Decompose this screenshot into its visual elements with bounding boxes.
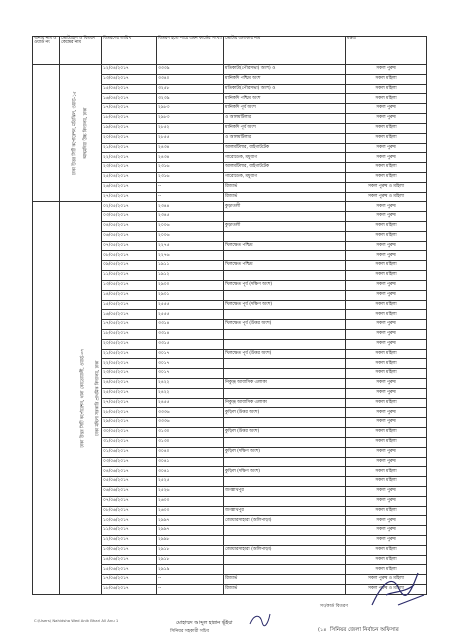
area-cell: ও আলমটিলার	[224, 133, 346, 143]
area-cell: খিলক্ষেত পশ্চিম	[224, 241, 346, 251]
area-cell: গারোডেক, মধুবাগ	[224, 153, 346, 163]
file-path: C:\Users\ Nahidsha Wed Anik Bhari All Anu 1	[34, 618, 119, 623]
note-cell: সকল পুরুষ ও মহিলা	[346, 192, 427, 202]
area-cell: জোয়ারসাহারা (অলিপাড়া)	[224, 545, 346, 555]
count-cell: ৩০১৭	[157, 369, 224, 379]
count-cell: ২৪৩৪	[157, 153, 224, 163]
header-note: মন্তব্য	[346, 37, 427, 65]
date-cell: ১৮/০৫/২০১৭	[102, 329, 157, 339]
area-cell: রিজার্ভ	[224, 182, 346, 192]
header-center: ভোটগ্রহণ ও বিতরণ কেন্দ্রের নাম	[60, 37, 102, 65]
area-cell	[224, 310, 346, 320]
note-cell: সকল পুরুষ	[346, 457, 427, 467]
count-cell: ৩৩৩৬	[157, 408, 224, 418]
note-cell: সকল মহিলা	[346, 261, 427, 271]
note-cell: সকল মহিলা	[346, 271, 427, 281]
area-cell: রিজার্ভ	[224, 192, 346, 202]
area-cell	[224, 418, 346, 428]
date-cell: ২৪/০৫/২০১৭	[102, 379, 157, 389]
note-cell: সকল পুরুষ	[346, 251, 427, 261]
date-cell: ০৭/০৫/২০১৭	[102, 241, 157, 251]
count-cell: ৩২৫৮	[157, 84, 224, 94]
date-cell: ১৪/০৫/২০১৭	[102, 290, 157, 300]
date-cell: ২৭/০৫/২০১৭	[102, 398, 157, 408]
date-cell: ২৩/০৫/২০১৭	[102, 369, 157, 379]
area-cell	[224, 251, 346, 261]
date-cell: ০৪/০৫/২০১৭	[102, 222, 157, 232]
count-cell: ৩৩৩৯	[157, 65, 224, 75]
note-cell: সকল পুরুষ	[346, 114, 427, 124]
note-cell: সকল মহিলা	[346, 506, 427, 516]
note-cell: সকল পুরুষ ও মহিলা	[346, 585, 427, 595]
date-cell: ৩১/০৫/২০১৭	[102, 437, 157, 447]
count-cell: ৩৩৪০	[157, 74, 224, 84]
area-cell: জগন্নাথপুর	[224, 506, 346, 516]
station-cell	[33, 65, 78, 202]
count-cell: ৩০৪১	[157, 467, 224, 477]
count-cell: ১৯১১	[157, 261, 224, 271]
senior-officer-title: সিনিয়র জেলা নির্বাচন অফিসার	[330, 627, 399, 633]
note-cell: সকল মহিলা	[346, 163, 427, 173]
date-cell: ১৭/০৬/২০১৭	[102, 575, 157, 585]
note-cell: সকল পুরুষ	[346, 526, 427, 536]
area-cell: খিলক্ষেত পূর্ব (উত্তর অংশ)	[224, 349, 346, 359]
count-cell: ৩৩১৪	[157, 320, 224, 330]
table-row	[33, 65, 427, 75]
header-count: বিতরণ হতে পারে এমন কার্ডের সংখ্যা	[157, 37, 224, 65]
note-cell: সকল পুরুষ	[346, 65, 427, 75]
note-cell: সকল মহিলা	[346, 467, 427, 477]
count-cell: ২৯১৯	[157, 565, 224, 575]
center-label: আহমদিয়া উচ্চ বিদ্যালয়, ঢাকা	[83, 107, 89, 159]
count-cell: ২৪২২	[157, 388, 224, 398]
note-cell: সকল মহিলা	[346, 74, 427, 84]
date-cell: ১৬/০৪/২০১৭	[102, 94, 157, 104]
count-cell: ২৯১৮	[157, 545, 224, 555]
date-cell: ০৬/০৬/২০১৭	[102, 486, 157, 496]
area-cell: কুড়াতলী	[224, 222, 346, 232]
note-cell: সকল পুরুষ	[346, 447, 427, 457]
date-cell: ২১/০৫/২০১৭	[102, 349, 157, 359]
area-cell: খিলক্ষেত পূর্ব (দক্ষিণ অংশ)	[224, 280, 346, 290]
count-cell: --	[157, 182, 224, 192]
note-cell: সকল পুরুষ	[346, 329, 427, 339]
date-cell: ০৭/০৬/২০১৭	[102, 496, 157, 506]
note-cell: সকল মহিলা	[346, 477, 427, 487]
date-cell: ২৫/০৫/২০১৭	[102, 388, 157, 398]
count-cell: ২৪২২	[157, 379, 224, 389]
date-cell: ১৩/০৪/২০১৭	[102, 74, 157, 84]
note-cell: সকল পুরুষ	[346, 339, 427, 349]
date-cell: ০৮/০৫/২০১৭	[102, 251, 157, 261]
area-cell: মানিকদি পশ্চিম অংশ	[224, 94, 346, 104]
count-cell: ২২৭৬	[157, 251, 224, 261]
note-cell: সকল পুরুষ	[346, 486, 427, 496]
station-label: ঢাকা উত্তর সিটি কর্পোরেশন, থানা কোতোয়ালী, ওয়ার্ড-৩৭	[80, 348, 86, 448]
note-cell: সকল পুরুষ	[346, 290, 427, 300]
area-cell	[224, 565, 346, 575]
date-cell: ০৩/০৬/২০১৭	[102, 457, 157, 467]
date-cell: ২১/০৪/২০১৭	[102, 143, 157, 153]
count-cell: ৩০১৭	[157, 349, 224, 359]
date-cell: ১০/০৬/২০১৭	[102, 516, 157, 526]
area-cell: কুড়িল (দক্ষিণ অংশ)	[224, 467, 346, 477]
header-date: বিতরণের তারিখ	[102, 37, 157, 65]
area-cell: কুড়িল (দক্ষিণ অংশ)	[224, 447, 346, 457]
area-cell	[224, 359, 346, 369]
count-cell: ৩১৩০	[157, 437, 224, 447]
date-cell: ১৩/০৫/২০১৭	[102, 280, 157, 290]
area-cell: কুড়াতলী	[224, 202, 346, 212]
center-cell	[60, 65, 102, 202]
area-cell: খিলক্ষেত পূর্ব (দক্ষিণ অংশ)	[224, 300, 346, 310]
area-cell: রিজার্ভ	[224, 575, 346, 585]
date-cell: ২২/০৪/২০১৭	[102, 153, 157, 163]
note-cell: সকল মহিলা	[346, 94, 427, 104]
date-cell: ২২/০৫/২০১৭	[102, 359, 157, 369]
note-cell: সকল পুরুষ	[346, 153, 427, 163]
date-cell: ১৮/০৬/২০১৭	[102, 585, 157, 595]
distribution-schedule	[32, 36, 426, 595]
date-cell: ১৪/০৬/২০১৭	[102, 555, 157, 565]
count-cell: ৩০১৭	[157, 359, 224, 369]
date-cell: ০৬/০৫/২০১৭	[102, 231, 157, 241]
count-cell: ১৯১২	[157, 271, 224, 281]
count-cell: ২৩১৬	[157, 172, 224, 182]
count-cell: ৩৩৩৬	[157, 418, 224, 428]
count-cell: ২৮৫৫	[157, 133, 224, 143]
note-cell: সকল মহিলা	[346, 428, 427, 438]
date-cell: ০৯/০৫/২০১৭	[102, 261, 157, 271]
area-cell	[224, 536, 346, 546]
date-cell: ২৭/০৪/২০১৭	[102, 192, 157, 202]
date-cell: ৩০/০৫/২০১৭	[102, 428, 157, 438]
note-cell: সকল মহিলা	[346, 359, 427, 369]
note-cell: সকল পুরুষ	[346, 202, 427, 212]
area-cell	[224, 457, 346, 467]
date-cell: ২৫/০৪/২০১৭	[102, 172, 157, 182]
note-cell: সকল মহিলা	[346, 349, 427, 359]
area-cell: কুড়িল (উত্তর অংশ)	[224, 408, 346, 418]
date-cell: ২৯/০৫/২০১৭	[102, 418, 157, 428]
note-cell: সকল মহিলা	[346, 437, 427, 447]
count-cell: ২০০৬	[157, 231, 224, 241]
note-cell: সকল পুরুষ	[346, 280, 427, 290]
officer-name: মোহাম্মদ আব্দুল হান্নান ভূঁইয়া	[176, 620, 233, 626]
count-cell: ২৯০০	[157, 280, 224, 290]
area-cell: কুড়িল (উত্তর অংশ)	[224, 428, 346, 438]
date-cell: ১২/০৪/২০১৭	[102, 65, 157, 75]
note-cell: সকল মহিলা	[346, 133, 427, 143]
note-cell: সকল মহিলা	[346, 398, 427, 408]
stamp-text: সং/কার্ড বিতরণ	[320, 604, 348, 609]
count-cell: ২৫৫৫	[157, 310, 224, 320]
date-cell: ১৩/০৬/২০১৭	[102, 545, 157, 555]
table-row	[33, 202, 427, 212]
note-cell: সকল পুরুষ ও মহিলা	[346, 575, 427, 585]
note-cell: সকল মহিলা	[346, 123, 427, 133]
count-cell: ২৯৯৭	[157, 516, 224, 526]
note-cell: সকল পুরুষ	[346, 496, 427, 506]
date-cell: ০৮/০৬/২০১৭	[102, 506, 157, 516]
date-cell: ১৫/০৬/২০১৭	[102, 565, 157, 575]
count-cell: ২৩৪৪	[157, 202, 224, 212]
header-area: ভোটার এলাকার নাম	[224, 37, 346, 65]
date-cell: ১১/০৫/২০১৭	[102, 271, 157, 281]
count-cell: ২২৭৫	[157, 241, 224, 251]
date-cell: ১২/০৬/২০১৭	[102, 536, 157, 546]
header-station: থানার নাম ও ওয়ার্ড নং	[33, 37, 60, 65]
count-cell: --	[157, 192, 224, 202]
count-cell: ২৯৮৩	[157, 104, 224, 114]
note-cell: সকল মহিলা	[346, 310, 427, 320]
count-cell: ৩৩১৫	[157, 339, 224, 349]
area-cell: আলমটিলার, বাইগাটটেক	[224, 143, 346, 153]
count-cell: ৩০৪১	[157, 457, 224, 467]
note-cell: সকল পুরুষ	[346, 418, 427, 428]
count-cell: ২০০৬	[157, 222, 224, 232]
count-cell: ২৪৩৪	[157, 143, 224, 153]
count-cell: --	[157, 585, 224, 595]
area-cell: আলমটিলার, বাইগাটটেক	[224, 163, 346, 173]
count-cell: ২৩১৬	[157, 163, 224, 173]
area-cell	[224, 477, 346, 487]
date-cell: ০২/০৫/২০১৭	[102, 202, 157, 212]
date-cell: ১৫/০৪/২০১৭	[102, 84, 157, 94]
area-cell: খিলক্ষেত পূর্ব (উত্তর অংশ)	[224, 320, 346, 330]
date-cell: ১৭/০৪/২০১৭	[102, 104, 157, 114]
date-cell: ১৮/০৪/২০১৭	[102, 114, 157, 124]
date-cell: ০৩/০৫/২০১৭	[102, 212, 157, 222]
area-cell: নিকুঞ্জ আবাসিক এলাকা	[224, 398, 346, 408]
area-cell: মতিকাটা(পৌরসভা) অংশ) ও	[224, 84, 346, 94]
area-cell	[224, 339, 346, 349]
count-cell: ২৮৫২	[157, 123, 224, 133]
area-cell: মানিকদি পূর্ব অংশ	[224, 123, 346, 133]
area-cell	[224, 329, 346, 339]
header-row	[33, 37, 427, 65]
page-number: (১৪	[318, 627, 327, 633]
area-cell: ও আলমটিলার	[224, 114, 346, 124]
note-cell: সকল মহিলা	[346, 84, 427, 94]
note-cell: সকল পুরুষ	[346, 388, 427, 398]
schedule-body	[33, 65, 427, 595]
area-cell: জোয়ারসাহারা (অলিপাড়া)	[224, 516, 346, 526]
area-cell	[224, 212, 346, 222]
date-cell: ২৬/০৪/২০১৭	[102, 182, 157, 192]
area-cell	[224, 369, 346, 379]
note-cell: সকল পুরুষ	[346, 104, 427, 114]
note-cell: সকল পুরুষ	[346, 516, 427, 526]
note-cell: সকল পুরুষ	[346, 320, 427, 330]
area-cell: খিলক্ষেত পশ্চিম	[224, 261, 346, 271]
date-cell: ০৪/০৬/২০১৭	[102, 467, 157, 477]
note-cell: সকল পুরুষ	[346, 143, 427, 153]
count-cell: ২৬০০	[157, 506, 224, 516]
date-cell: ২৩/০৪/২০১৭	[102, 163, 157, 173]
count-cell: ৩৩১৪	[157, 329, 224, 339]
area-cell	[224, 290, 346, 300]
date-cell: ১৭/০৫/২০১৭	[102, 320, 157, 330]
count-cell: ২৫২৫	[157, 477, 224, 487]
date-cell: ১৬/০৫/২০১৭	[102, 310, 157, 320]
area-cell	[224, 496, 346, 506]
area-cell	[224, 271, 346, 281]
note-cell: সকল পুরুষ ও মহিলা	[346, 182, 427, 192]
area-cell: মানিকদি পূর্ব অংশ	[224, 104, 346, 114]
count-cell: ২৯০১	[157, 290, 224, 300]
count-cell: ২৯১৮	[157, 555, 224, 565]
area-cell: মতিকাটা(পৌরসভা) অংশ) ও	[224, 65, 346, 75]
area-cell	[224, 437, 346, 447]
area-cell	[224, 526, 346, 536]
station-label: ঢাকা উত্তর সিটি কর্পোরেশন, মতিঝিল, ওয়ার্ড-১৫	[72, 91, 78, 176]
note-cell: সকল মহিলা	[346, 555, 427, 565]
count-cell: --	[157, 575, 224, 585]
note-cell: সকল মহিলা	[346, 545, 427, 555]
count-cell: ২৯৮৩	[157, 114, 224, 124]
date-cell: ০৫/০৬/২০১৭	[102, 477, 157, 487]
initial-mark	[248, 610, 272, 628]
area-cell: নিকুঞ্জ আবাসিক এলাকা	[224, 379, 346, 389]
count-cell: ২৯৯৭	[157, 526, 224, 536]
date-cell: ২০/০৪/২০১৭	[102, 133, 157, 143]
count-cell: ২৯৯৮	[157, 536, 224, 546]
center-label: ঢাকা মহিলা সরকারি প্রাথমিক বিদ্যালয়, ঢাকা	[95, 360, 101, 436]
area-cell	[224, 555, 346, 565]
note-cell: সকল মহিলা	[346, 231, 427, 241]
note-cell: সকল মহিলা	[346, 300, 427, 310]
area-cell: জগন্নাথপুর	[224, 486, 346, 496]
note-cell: সকল পুরুষ	[346, 241, 427, 251]
area-cell: মানিকদি পশ্চিম অংশ	[224, 74, 346, 84]
area-cell: রিজার্ভ	[224, 585, 346, 595]
note-cell: সকল পুরুষ	[346, 536, 427, 546]
count-cell: ২৫২৬	[157, 486, 224, 496]
schedule-table	[32, 36, 427, 595]
note-cell: সকল পুরুষ	[346, 379, 427, 389]
note-cell: সকল মহিলা	[346, 369, 427, 379]
date-cell: ১৫/০৫/২০১৭	[102, 300, 157, 310]
note-cell: সকল পুরুষ	[346, 212, 427, 222]
note-cell: সকল মহিলা	[346, 222, 427, 232]
officer-title: সিনিয়র সহকারী সচিব	[170, 629, 209, 634]
count-cell: ২৬০০	[157, 496, 224, 506]
date-cell: ০১/০৬/২০১৭	[102, 447, 157, 457]
note-cell: সকল মহিলা	[346, 565, 427, 575]
count-cell: ২৪৫৫	[157, 398, 224, 408]
date-cell: ১১/০৬/২০১৭	[102, 526, 157, 536]
date-cell: ২০/০৫/২০১৭	[102, 339, 157, 349]
date-cell: ১৯/০৪/২০১৭	[102, 123, 157, 133]
note-cell: সকল পুরুষ	[346, 408, 427, 418]
signature-mark	[368, 565, 428, 611]
count-cell: ৩০৪০	[157, 447, 224, 457]
count-cell: ৩২৩৯	[157, 94, 224, 104]
area-cell: গারোডেক, মধুবাগ	[224, 172, 346, 182]
station-cell	[33, 202, 86, 595]
count-cell: ২৫৫৫	[157, 300, 224, 310]
note-cell: সকল মহিলা	[346, 172, 427, 182]
count-cell: ৩১৩০	[157, 428, 224, 438]
area-cell	[224, 388, 346, 398]
count-cell: ২৩৪৫	[157, 212, 224, 222]
area-cell	[224, 231, 346, 241]
date-cell: ২৮/০৫/২০১৭	[102, 408, 157, 418]
